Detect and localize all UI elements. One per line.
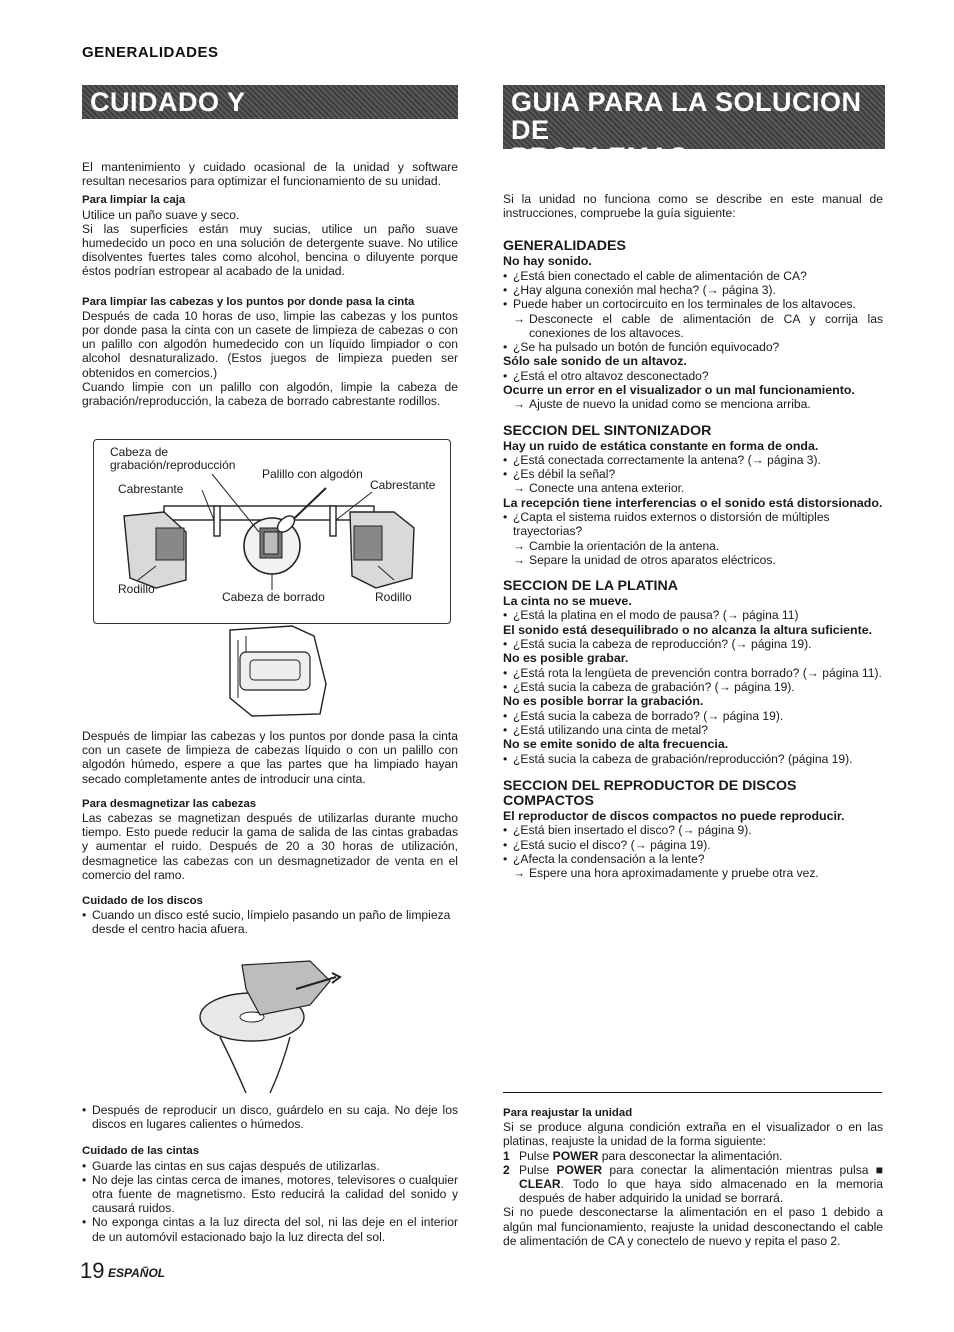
reset-outro: Si no puede desconectarse la alimentación en el paso 1 debido a algún mal funcionamiento, reajuste la unidad desconectando el cable de alimentación de CA y conectelo de nuevo y repita el paso 2. bbox=[503, 1205, 883, 1248]
label-record-head bbox=[110, 446, 235, 472]
left-column-middle bbox=[82, 729, 458, 937]
label-record-head-line1: Cabeza de bbox=[110, 445, 169, 459]
label-roller-left: Rodillo bbox=[118, 582, 155, 596]
label-record-head-line2: grabación/reproducción bbox=[110, 458, 236, 472]
list-item: • No deje las cintas cerca de imanes, motores, televisores o cualquier otra fuente de magnetismo. Esto reducirá la calidad del sonido y causará ruidos. bbox=[82, 1173, 458, 1216]
banner-troubleshooting-line1: GUIA PARA LA SOLUCION DE bbox=[511, 87, 862, 145]
label-capstan-left: Cabrestante bbox=[118, 482, 184, 496]
list-item: • ¿Está bien insertado el disco? (→ página 9). bbox=[503, 823, 883, 837]
disc-care-list-2 bbox=[82, 1103, 458, 1131]
list-item: • ¿Está sucia la cabeza de borrado? (→ página 19). bbox=[503, 709, 883, 723]
demagnetize-title: Para desmagnetizar las cabezas bbox=[82, 797, 257, 810]
label-roller-right: Rodillo bbox=[375, 590, 412, 604]
list-item: • Cuando un disco esté sucio, límpielo pasando un paño de limpieza desde el centro hacia afuera. bbox=[82, 908, 458, 936]
list-item: • ¿Está utilizando una cinta de metal? bbox=[503, 723, 883, 737]
disc-care-list-1 bbox=[82, 908, 458, 936]
after-cleaning-text: Después de limpiar las cabezas y los puntos por donde pasa la cinta con un casete de limpieza de cabezas líquido o con un palillo con algodón húmedo, espere a que las partes que ha limpiado hayan secado completamente antes de introducir una cinta. bbox=[82, 729, 458, 786]
troubleshoot-intro: Si la unidad no funciona como se describe en este manual de instrucciones, compruebe la guía siguiente: bbox=[503, 192, 883, 221]
power-key-label: POWER bbox=[556, 1162, 603, 1177]
reset-divider bbox=[503, 1092, 882, 1093]
tape-head-diagram bbox=[93, 439, 451, 624]
general-q2-list bbox=[503, 369, 883, 383]
reset-step-1-text-b: para desconectar la alimentación. bbox=[598, 1148, 783, 1163]
list-item: • ¿Se ha pulsado un botón de función equivocado? bbox=[503, 340, 883, 354]
deck-q4: No es posible borrar la grabación. bbox=[503, 694, 704, 709]
tape-care-title: Cuidado de las cintas bbox=[82, 1145, 200, 1158]
reset-step-1 bbox=[503, 1149, 883, 1163]
reset-step-2-text-b: para conectar la alimentación mientras pulsa bbox=[602, 1162, 869, 1177]
list-item: • ¿Está sucio el disco? (→ página 19). bbox=[503, 838, 883, 852]
label-erase-head: Cabeza de borrado bbox=[222, 590, 325, 604]
list-item: • ¿Está rota la lengüeta de prevención contra borrado? (→ página 11). bbox=[503, 666, 883, 680]
cd-title bbox=[503, 779, 883, 809]
general-q1: No hay sonido. bbox=[503, 254, 592, 269]
heads-cleaning-text-1: Después de cada 10 horas de uso, limpie las cabezas y los puntos por donde pasa la cinta con un casete de limpieza de cabezas o con un palillo con algodón humedecido con un líquido limpiador o con alcohol desnaturalizado. (Estos juegos de limpieza pueden ser obtenidos en comercios.) bbox=[82, 308, 458, 380]
general-q3: Ocurre un error en el visualizador o un mal funcionamiento. bbox=[503, 382, 855, 397]
list-item: • ¿Afecta la condensación a la lente? bbox=[503, 852, 883, 866]
cd-q1: El reproductor de discos compactos no puede reproducir. bbox=[503, 808, 845, 823]
deck-q2-list bbox=[503, 637, 883, 651]
deck-q2: El sonido está desequilibrado o no alcanza la altura suficiente. bbox=[503, 622, 873, 637]
tuner-q2-list bbox=[503, 510, 883, 538]
label-cotton-swab: Palillo con algodón bbox=[262, 467, 363, 481]
case-cleaning-text-2: Si las superficies están muy sucias, utilice un paño suave humedecido un poco en una solución de detergente suave. No utilice disolventes fuertes tales como alcohol, bencina o diluyente porque éstos podrían estropear al acabado de la unidad. bbox=[82, 221, 458, 279]
tuner-title: SECCION DEL SINTONIZADOR bbox=[503, 422, 712, 439]
right-column bbox=[503, 192, 883, 880]
tuner-q1-list bbox=[503, 453, 883, 481]
reset-step-1-text-a: Pulse bbox=[519, 1148, 553, 1163]
reset-title: Para reajustar la unidad bbox=[503, 1107, 633, 1119]
list-item: • ¿Está sucia la cabeza de grabación/reproducción? (página 19). bbox=[503, 752, 883, 766]
banner-troubleshooting bbox=[503, 85, 885, 173]
general-q3-action: → Ajuste de nuevo la unidad como se menciona arriba. bbox=[503, 397, 883, 411]
list-item: • No exponga cintas a la luz directa del sol, ni las deje en el interior de un automóvil estacionado bajo la luz directa del sol. bbox=[82, 1215, 458, 1243]
left-column-bottom bbox=[82, 1103, 458, 1244]
care-intro: El mantenimiento y cuidado ocasional de la unidad y software resultan necesarios para optimizar el funcionamiento de su unidad. bbox=[82, 160, 458, 189]
left-column-top bbox=[82, 160, 458, 408]
deck-q3: No es posible grabar. bbox=[503, 651, 629, 666]
general-q2: Sólo sale sonido de un altavoz. bbox=[503, 354, 687, 369]
list-item: • Puede haber un cortocircuito en los terminales de los altavoces. bbox=[503, 297, 883, 311]
general-q1-list-2 bbox=[503, 340, 883, 354]
tuner-q2: La recepción tiene interferencias o el sonido está distorsionado. bbox=[503, 495, 883, 510]
clear-key-label: ■ CLEAR bbox=[519, 1162, 883, 1192]
cassette-deck-illustration bbox=[210, 618, 330, 718]
disc-care-title: Cuidado de los discos bbox=[82, 895, 203, 908]
tuner-q1: Hay un ruido de estática constante en forma de onda. bbox=[503, 438, 819, 453]
case-cleaning-title: Para limpiar la caja bbox=[82, 194, 186, 207]
deck-q4-list bbox=[503, 709, 883, 737]
reset-step-2-number: 2 bbox=[503, 1162, 510, 1177]
reset-step-1-number: 1 bbox=[503, 1148, 510, 1163]
heads-cleaning-title: Para limpiar las cabezas y los puntos por donde pasa la cinta bbox=[82, 295, 415, 308]
banner-care-maintenance: CUIDADO Y MANTENIMIENTO bbox=[82, 85, 458, 119]
page-number: 19 bbox=[80, 1258, 105, 1283]
deck-q3-list bbox=[503, 666, 883, 694]
cd-title-line2: COMPACTOS bbox=[503, 792, 594, 809]
section-tag: GENERALIDADES bbox=[82, 44, 219, 61]
disc-cleaning-illustration bbox=[190, 945, 350, 1095]
cd-q1-action: → Espere una hora aproximadamente y pruebe otra vez. bbox=[503, 866, 883, 880]
tuner-q1-action: → Conecte una antena exterior. bbox=[503, 481, 883, 495]
general-q1-action: → Desconecte el cable de alimentación de CA y corrija las conexiones de los altavoces. bbox=[503, 312, 883, 340]
reset-step-2-text-c: . Todo lo que haya sido almacenado en la memoria después de haber adquirido la unidad se borrará. bbox=[519, 1177, 883, 1206]
reset-step-2 bbox=[503, 1163, 883, 1206]
list-item: • ¿Está bien conectado el cable de alimentación de CA? bbox=[503, 269, 883, 283]
list-item: • ¿Hay alguna conexión mal hecha? (→ página 3). bbox=[503, 283, 883, 297]
banner-troubleshooting-line2: PROBLEMAS bbox=[511, 142, 689, 173]
list-item: • Después de reproducir un disco, guárdelo en su caja. No deje los discos en lugares calientes o húmedos. bbox=[82, 1103, 458, 1131]
deck-q5-list bbox=[503, 752, 883, 766]
reset-step-2-text-a: Pulse bbox=[519, 1162, 557, 1177]
reset-step-1-text bbox=[519, 1149, 783, 1163]
tuner-q2-action-1: → Cambie la orientación de la antena. bbox=[503, 539, 883, 553]
reset-step-2-text bbox=[519, 1163, 883, 1206]
deck-title: SECCION DE LA PLATINA bbox=[503, 577, 678, 594]
page-language: ESPAÑOL bbox=[108, 1266, 166, 1280]
heads-cleaning-text-2: Cuando limpie con un palillo con algodón, limpie la cabeza de grabación/reproducción, la cabeza de borrado cabrestante rodillos. bbox=[82, 379, 458, 409]
deck-q1: La cinta no se mueve. bbox=[503, 593, 632, 608]
deck-q5: No se emite sonido de alta frecuencia. bbox=[503, 737, 729, 752]
case-cleaning-text-1: Utilice un paño suave y seco. bbox=[82, 207, 240, 222]
list-item: • ¿Capta el sistema ruidos externos o distorsión de múltiples trayectorias? bbox=[503, 510, 883, 538]
list-item: • ¿Es débil la señal? bbox=[503, 467, 883, 481]
general-title: GENERALIDADES bbox=[503, 238, 626, 255]
cd-q1-list bbox=[503, 823, 883, 866]
list-item: • Guarde las cintas en sus cajas después de utilizarlas. bbox=[82, 1159, 458, 1173]
demagnetize-text: Las cabezas se magnetizan después de utilizarlas durante mucho tiempo. Esto puede reducir la gama de salida de las cintas grabadas y aumentar el ruido. Después de 20 a 30 horas de utilización, desmagnetice las cabezas con un desmagnetizador de venta en el comercio del ramo. bbox=[82, 811, 458, 882]
deck-q1-list bbox=[503, 608, 883, 622]
list-item: • ¿Está conectada correctamente la antena? (→ página 3). bbox=[503, 453, 883, 467]
label-capstan-right: Cabrestante bbox=[370, 478, 436, 492]
tape-care-list bbox=[82, 1159, 458, 1244]
list-item: • ¿Está el otro altavoz desconectado? bbox=[503, 369, 883, 383]
tuner-q2-action-2: → Separe la unidad de otros aparatos eléctricos. bbox=[503, 553, 883, 567]
list-item: • ¿Está la platina en el modo de pausa? (→ página 11) bbox=[503, 608, 883, 622]
list-item: • ¿Está sucia la cabeza de reproducción? (→ página 19). bbox=[503, 637, 883, 651]
reset-section bbox=[503, 1106, 883, 1248]
cd-title-line1: SECCION DEL REPRODUCTOR DE DISCOS bbox=[503, 777, 797, 794]
list-item: • ¿Está sucia la cabeza de grabación? (→ página 19). bbox=[503, 680, 883, 694]
general-q1-list bbox=[503, 269, 883, 312]
power-key-label: POWER bbox=[552, 1148, 599, 1163]
reset-intro: Si se produce alguna condición extraña en el visualizador o en las platinas, reajuste la unidad de la forma siguiente: bbox=[503, 1120, 883, 1149]
